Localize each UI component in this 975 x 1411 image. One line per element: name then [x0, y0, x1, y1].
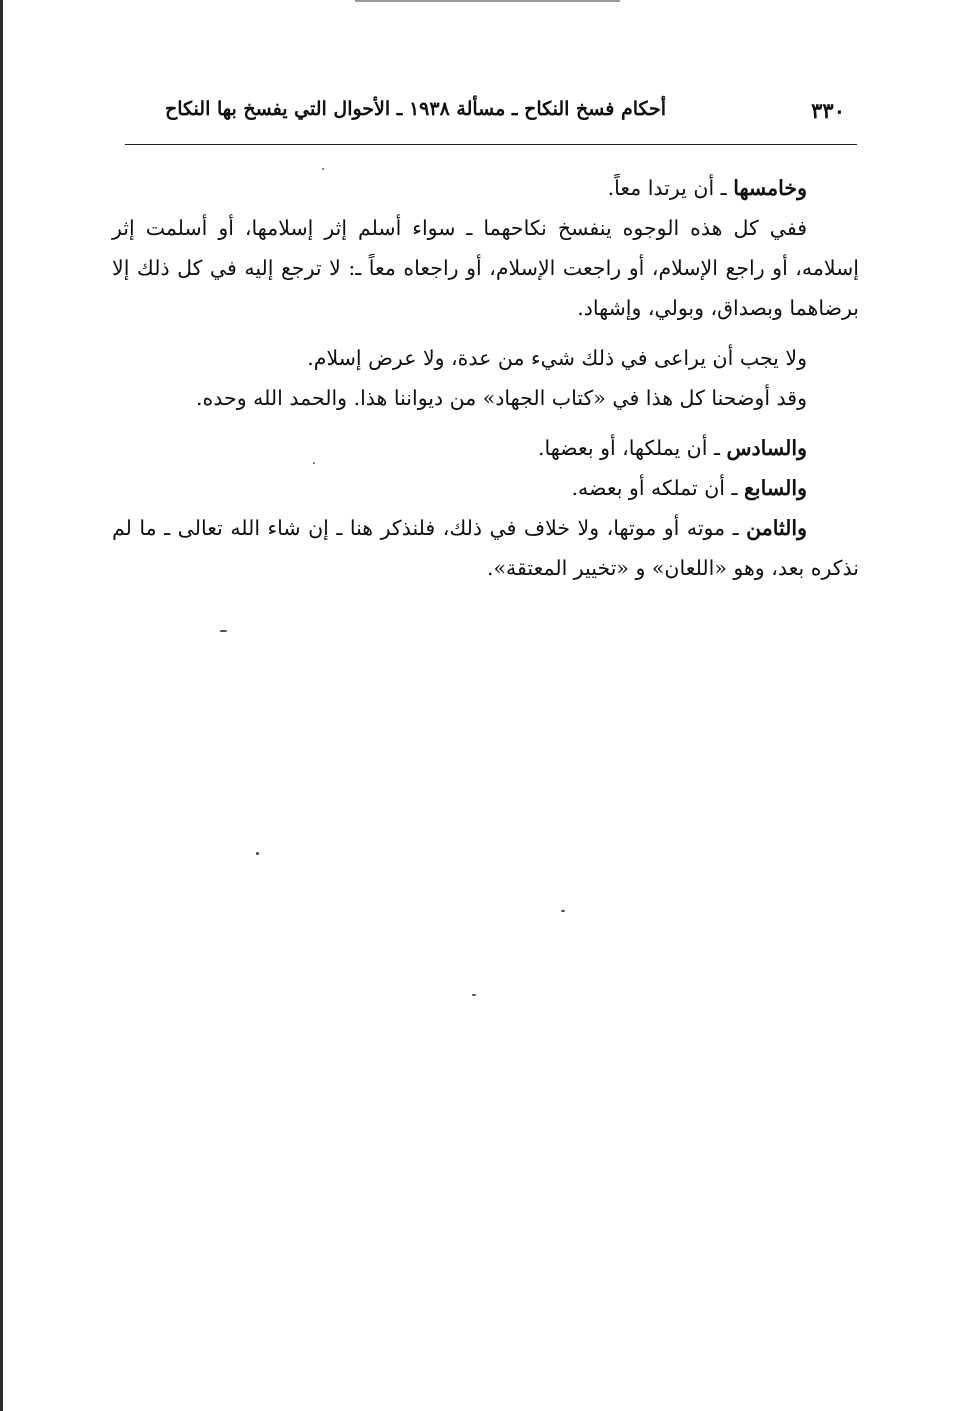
paragraph-reference	[112, 378, 859, 418]
paragraph-lead: والسادس	[726, 436, 807, 460]
paragraph-text: ـ أن يملكها، أو بعضها.	[537, 436, 727, 460]
scan-speck	[322, 168, 324, 170]
paragraph-no-waiting	[112, 338, 859, 378]
paragraph-seventh	[112, 468, 859, 508]
scan-speck	[313, 462, 315, 464]
paragraph-text: وقد أوضحنا كل هذا في «كتاب الجهاد» من ديواننا هذا. والحمد الله وحده.	[196, 386, 807, 410]
paragraph-sixth	[112, 428, 859, 468]
page-edge	[0, 0, 3, 1411]
paragraph-text: ففي كل هذه الوجوه ينفسخ نكاحهما ـ سواء أسلم إثر إسلامها، أو أسلمت إثر إسلامه، أو راجع الإسلام، أو راجعت الإسلام، أو راجعاه معاً ـ: لا ترجع إليه في كل ذلك إلا برضاهما وبصداق، وبولي، وإشهاد.	[112, 216, 859, 320]
paragraph-eighth	[112, 508, 859, 588]
scan-speck	[220, 630, 227, 632]
paragraph-lead: وخامسها	[733, 176, 807, 200]
paragraph-lead: والثامن	[746, 516, 807, 540]
scan-speck	[256, 852, 259, 855]
paragraph-text: ولا يجب أن يراعى في ذلك شيء من عدة، ولا عرض إسلام.	[307, 346, 807, 370]
paragraph-lead: والسابع	[744, 476, 807, 500]
page-number: ٣٣٠	[811, 98, 845, 123]
paragraph-text: ـ أن تملكه أو بعضه.	[571, 476, 744, 500]
top-rule	[355, 0, 620, 2]
scan-speck	[472, 994, 476, 996]
paragraph-text: ـ أن يرتدا معاً.	[607, 176, 734, 200]
paragraph-fifth	[112, 168, 859, 208]
paragraph-text: ـ موته أو موتها، ولا خلاف في ذلك، فلنذكر هنا ـ إن شاء الله تعالى ـ ما لم نذكره بعد، وهو «اللعان» و «تخيير المعتقة».	[112, 516, 859, 580]
paragraph-annulment	[112, 208, 859, 328]
body-text	[112, 168, 859, 588]
page-header	[125, 92, 857, 145]
running-title: أحكام فسخ النكاح ـ مسألة ١٩٣٨ ـ الأحوال التي يفسخ بها النكاح	[165, 98, 667, 120]
scan-speck	[561, 910, 565, 912]
